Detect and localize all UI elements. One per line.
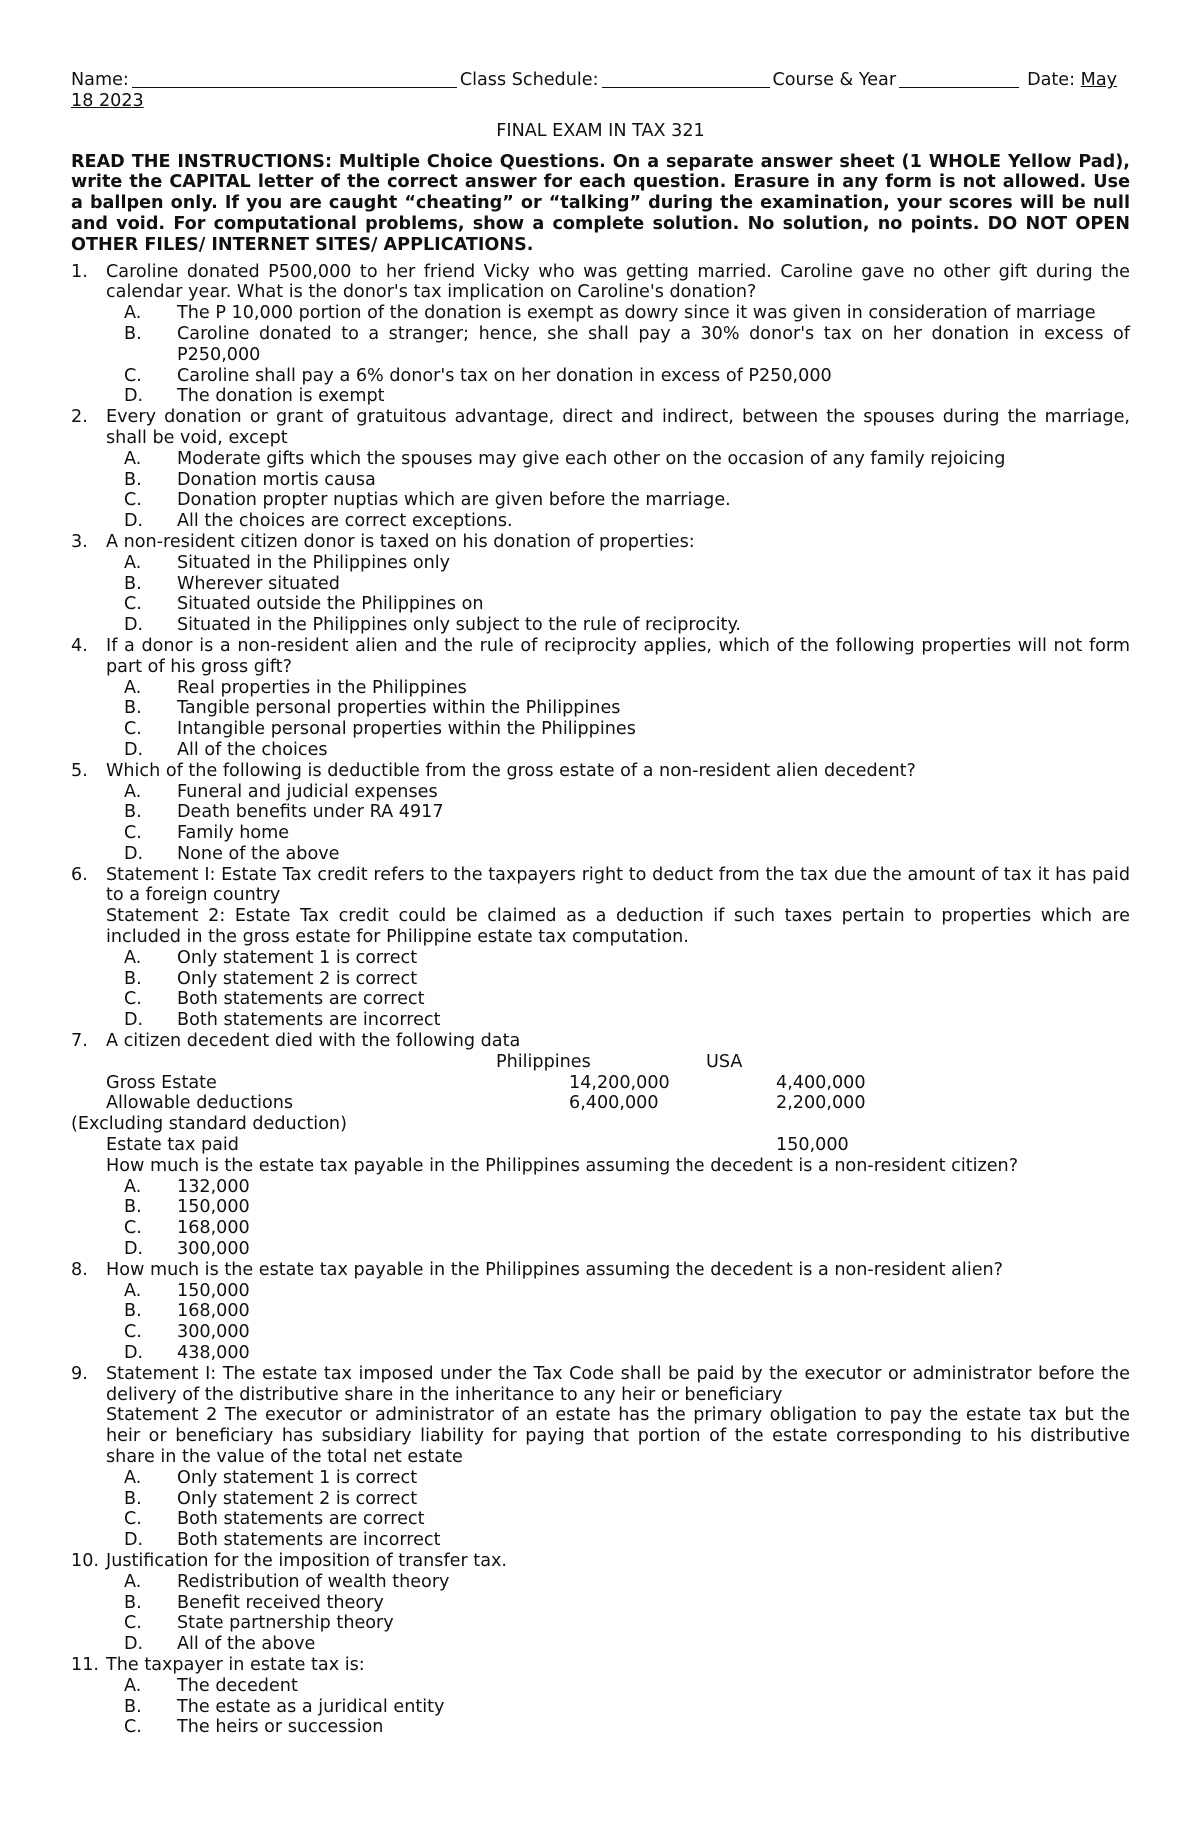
choice-letter: B. xyxy=(124,469,142,490)
choice-letter: D. xyxy=(124,386,144,407)
data-table-row xyxy=(106,1073,1130,1094)
choice-letter: A. xyxy=(124,677,142,698)
question-4 xyxy=(71,636,1130,761)
name-label: Name: xyxy=(71,70,129,91)
choice-letter: A. xyxy=(124,781,142,802)
choice-d xyxy=(106,740,1130,761)
choice-text: Funeral and judicial expenses xyxy=(177,781,438,802)
choice-letter: C. xyxy=(124,490,142,511)
choice-letter: C. xyxy=(124,1218,142,1239)
choice-c xyxy=(106,366,1130,387)
choice-text: Situated in the Philippines only xyxy=(177,552,451,573)
question-number: 8. xyxy=(71,1259,88,1280)
choice-b xyxy=(106,1489,1130,1510)
choice-letter: B. xyxy=(124,1301,142,1322)
choice-letter: B. xyxy=(124,1197,142,1218)
choice-b xyxy=(106,574,1130,595)
choice-b xyxy=(106,698,1130,719)
choice-text: None of the above xyxy=(177,843,340,864)
choice-text: Donation propter nuptias which are given before the marriage. xyxy=(177,490,731,511)
question-number: 11. xyxy=(71,1654,99,1675)
statement-2-text: Statement 2 The executor or administrator of an estate has the primary obligation to pay the estate tax but the heir or beneficiary has subsidiary liability for paying that portion of the estate corresponding to his distributive share in the value of the total net estate xyxy=(106,1405,1130,1467)
choice-text: 300,000 xyxy=(177,1322,250,1343)
choice-c xyxy=(106,1613,1130,1634)
choice-letter: D. xyxy=(124,1010,144,1031)
choice-letter: C. xyxy=(124,719,142,740)
choice-letter: C. xyxy=(124,1509,142,1530)
choice-letter: B. xyxy=(124,573,142,594)
question-1 xyxy=(71,262,1130,408)
question-number: 3. xyxy=(71,531,88,552)
choice-b xyxy=(106,1697,1130,1718)
question-prompt: How much is the estate tax payable in the Philippines assuming the decedent is a non-resident citizen? xyxy=(106,1155,1019,1176)
choice-letter: A. xyxy=(124,303,142,324)
choice-text: The decedent xyxy=(177,1675,298,1696)
column-header-usa: USA xyxy=(706,1051,743,1072)
question-number: 7. xyxy=(71,1031,88,1052)
choice-letter: B. xyxy=(124,1488,142,1509)
choice-text: Caroline donated to a stranger; hence, she shall pay a 30% donor's tax on her donation in excess of P250,000 xyxy=(177,323,1130,365)
choice-text: Tangible personal properties within the Philippines xyxy=(177,698,621,719)
choice-a xyxy=(106,948,1130,969)
choice-letter: C. xyxy=(124,594,142,615)
class-schedule-blank xyxy=(602,70,770,88)
choice-letter: B. xyxy=(124,1592,142,1613)
cell-gross-estate-ph: 14,200,000 xyxy=(569,1072,670,1093)
question-text: Caroline donated P500,000 to her friend Vicky who was getting married. Caroline gave no other gift during the calendar year. What is the donor's tax implication on Caroline's donation? xyxy=(106,261,1130,303)
choice-a xyxy=(106,1468,1130,1489)
cell-deductions-ph: 6,400,000 xyxy=(569,1093,659,1114)
choice-letter: A. xyxy=(124,947,142,968)
choice-letter: A. xyxy=(124,1280,142,1301)
choice-text: Redistribution of wealth theory xyxy=(177,1571,450,1592)
choice-letter: A. xyxy=(124,1571,142,1592)
choice-text: Only statement 1 is correct xyxy=(177,947,418,968)
choice-letter: A. xyxy=(124,1176,142,1197)
question-number: 2. xyxy=(71,407,88,428)
row-label-gross-estate: Gross Estate xyxy=(106,1072,217,1093)
choice-text: Donation mortis causa xyxy=(177,469,376,490)
choice-letter: D. xyxy=(124,1634,144,1655)
choice-letter: A. xyxy=(124,1675,142,1696)
question-8 xyxy=(71,1260,1130,1364)
choice-d xyxy=(106,1343,1130,1364)
choice-text: All the choices are correct exceptions. xyxy=(177,511,513,532)
question-text: Every donation or grant of gratuitous advantage, direct and indirect, between the spouses during the marriage, shall be void, except xyxy=(106,407,1130,448)
choice-c xyxy=(106,823,1130,844)
choice-text: Benefit received theory xyxy=(177,1592,384,1613)
choice-text: State partnership theory xyxy=(177,1613,394,1634)
choice-text: Intangible personal properties within the Philippines xyxy=(177,719,636,740)
choice-d xyxy=(106,1239,1130,1260)
choice-letter: A. xyxy=(124,448,142,469)
choice-letter: B. xyxy=(124,1696,142,1717)
question-number: 5. xyxy=(71,760,88,781)
date-value: May xyxy=(1080,70,1118,91)
statement-1-text: Statement I: Estate Tax credit refers to the taxpayers right to deduct from the tax due the amount of tax it has paid to a foreign country xyxy=(106,864,1130,906)
question-text: Justification for the imposition of transfer tax. xyxy=(106,1550,507,1571)
choice-text: All of the above xyxy=(177,1634,316,1655)
question-5 xyxy=(71,761,1130,865)
choice-text: The estate as a juridical entity xyxy=(177,1696,445,1717)
cell-estate-tax-paid-usa: 150,000 xyxy=(776,1135,849,1156)
exam-title: FINAL EXAM IN TAX 321 xyxy=(496,120,705,141)
choice-a xyxy=(106,782,1130,803)
question-3 xyxy=(71,532,1130,636)
date-value-continued: 18 2023 xyxy=(71,91,144,111)
choice-c xyxy=(106,490,1130,511)
choice-d xyxy=(106,511,1130,532)
question-10 xyxy=(71,1551,1130,1655)
choice-a xyxy=(106,1676,1130,1697)
course-year-label: Course & Year xyxy=(772,70,897,91)
question-number: 9. xyxy=(71,1363,88,1384)
choice-text: 150,000 xyxy=(177,1197,250,1218)
choice-c xyxy=(106,1322,1130,1343)
question-2 xyxy=(71,407,1130,532)
column-header-philippines: Philippines xyxy=(496,1051,591,1072)
choice-letter: B. xyxy=(124,698,142,719)
cell-deductions-usa: 2,200,000 xyxy=(776,1093,866,1114)
question-text: How much is the estate tax payable in the Philippines assuming the decedent is a non-resident alien? xyxy=(106,1259,1004,1280)
question-text: Which of the following is deductible from the gross estate of a non-resident alien decedent? xyxy=(106,760,916,781)
choice-a xyxy=(106,1177,1130,1198)
question-11 xyxy=(71,1655,1130,1738)
choice-letter: C. xyxy=(124,365,142,386)
question-number: 1. xyxy=(71,261,88,282)
choice-b xyxy=(106,324,1130,366)
choice-text: Both statements are correct xyxy=(177,1509,425,1530)
choice-c xyxy=(106,1218,1130,1239)
choice-letter: B. xyxy=(124,968,142,989)
choice-a xyxy=(106,1572,1130,1593)
choice-text: The donation is exempt xyxy=(177,386,385,407)
row-label-allowable-deductions: Allowable deductions xyxy=(106,1093,294,1114)
choice-letter: D. xyxy=(124,511,144,532)
choice-a xyxy=(106,553,1130,574)
choice-text: Both statements are incorrect xyxy=(177,1530,441,1551)
choice-c xyxy=(106,719,1130,740)
course-year-blank xyxy=(899,70,1019,88)
choice-text: 150,000 xyxy=(177,1280,250,1301)
choice-letter: D. xyxy=(124,1239,144,1260)
choice-letter: D. xyxy=(124,1530,144,1551)
choice-a xyxy=(106,1281,1130,1302)
choice-b xyxy=(106,1197,1130,1218)
choice-text: Death benefits under RA 4917 xyxy=(177,802,444,823)
choice-c xyxy=(106,1509,1130,1530)
row-label-estate-tax-paid: Estate tax paid xyxy=(106,1135,239,1156)
choice-text: Only statement 2 is correct xyxy=(177,968,418,989)
instructions: READ THE INSTRUCTIONS: Multiple Choice Questions. On a separate answer sheet (1 WHOLE Yellow Pad), write the CAPITAL letter of the correct answer for each question. Erasure in any form is not allowed. Use a ballpen only. If you are caught “cheating” or “talking” during the examination, your scores will be null and void. For computational problems, show a complete solution. No solution, no points. DO NOT OPEN OTHER FILES/ INTERNET SITES/ APPLICATIONS. xyxy=(71,151,1130,255)
choice-d xyxy=(106,1634,1130,1655)
class-schedule-label: Class Schedule: xyxy=(459,70,599,91)
choice-c xyxy=(106,989,1130,1010)
choice-a xyxy=(106,449,1130,470)
date-label: Date: xyxy=(1027,70,1076,91)
question-number: 10. xyxy=(71,1550,99,1571)
choice-letter: D. xyxy=(124,843,144,864)
statement-1-text: Statement I: The estate tax imposed under the Tax Code shall be paid by the executor or administrator before the delivery of the distributive share in the inheritance to any heir or beneficiary xyxy=(106,1363,1130,1405)
choice-letter: C. xyxy=(124,1322,142,1343)
question-7 xyxy=(71,1031,1130,1260)
question-9 xyxy=(71,1364,1130,1551)
choice-text: Moderate gifts which the spouses may give each other on the occasion of any family rejoicing xyxy=(177,448,1006,469)
choice-text: Both statements are incorrect xyxy=(177,1010,441,1031)
data-table-header-row xyxy=(106,1052,1130,1073)
choice-b xyxy=(106,1301,1130,1322)
choice-d xyxy=(106,386,1130,407)
choice-letter: C. xyxy=(124,823,142,844)
choice-letter: A. xyxy=(124,1467,142,1488)
data-table-row xyxy=(106,1135,1130,1156)
question-text: A citizen decedent died with the following data xyxy=(106,1031,521,1052)
choice-d xyxy=(106,1010,1130,1031)
choice-c xyxy=(106,1717,1130,1738)
question-text: A non-resident citizen donor is taxed on his donation of properties: xyxy=(106,531,695,552)
choice-letter: B. xyxy=(124,323,142,344)
choice-text: The P 10,000 portion of the donation is exempt as dowry since it was given in consideration of marriage xyxy=(177,303,1096,324)
choice-c xyxy=(106,594,1130,615)
choice-text: Situated outside the Philippines on xyxy=(177,594,484,615)
choice-b xyxy=(106,470,1130,491)
choice-text: Situated in the Philippines only subject to the rule of reciprocity. xyxy=(177,615,741,636)
question-text: The taxpayer in estate tax is: xyxy=(106,1654,365,1675)
choice-text: All of the choices xyxy=(177,739,328,760)
cell-gross-estate-usa: 4,400,000 xyxy=(776,1072,866,1093)
choice-b xyxy=(106,1593,1130,1614)
choice-letter: C. xyxy=(124,989,142,1010)
choice-letter: C. xyxy=(124,1613,142,1634)
choice-b xyxy=(106,969,1130,990)
choice-a xyxy=(106,303,1130,324)
choice-letter: D. xyxy=(124,1343,144,1364)
deduction-note: (Excluding standard deduction) xyxy=(71,1114,347,1135)
choice-text: 168,000 xyxy=(177,1301,250,1322)
choice-text: Wherever situated xyxy=(177,573,340,594)
choice-text: Caroline shall pay a 6% donor's tax on her donation in excess of P250,000 xyxy=(177,365,832,386)
choice-text: 300,000 xyxy=(177,1239,250,1260)
statement-2-text: Statement 2: Estate Tax credit could be claimed as a deduction if such taxes pertain to properties which are included in the gross estate for Philippine estate tax computation. xyxy=(106,906,1130,948)
choice-text: Real properties in the Philippines xyxy=(177,677,467,698)
choice-letter: D. xyxy=(124,739,144,760)
data-table-row xyxy=(106,1093,1130,1114)
choice-text: Family home xyxy=(177,823,290,844)
choice-d xyxy=(106,844,1130,865)
choice-text: Both statements are correct xyxy=(177,989,425,1010)
choice-text: Only statement 1 is correct xyxy=(177,1467,418,1488)
name-blank xyxy=(132,70,457,88)
choice-a xyxy=(106,678,1130,699)
choice-b xyxy=(106,802,1130,823)
choice-d xyxy=(106,615,1130,636)
choice-letter: B. xyxy=(124,802,142,823)
choice-letter: A. xyxy=(124,552,142,573)
choice-d xyxy=(106,1530,1130,1551)
choice-text: The heirs or succession xyxy=(177,1717,384,1738)
choice-text: Only statement 2 is correct xyxy=(177,1488,418,1509)
question-list xyxy=(71,262,1130,1739)
question-6 xyxy=(71,865,1130,1031)
choice-text: 438,000 xyxy=(177,1343,250,1364)
choice-text: 168,000 xyxy=(177,1218,250,1239)
question-number: 6. xyxy=(71,864,88,885)
exam-header xyxy=(71,70,1130,91)
question-number: 4. xyxy=(71,635,88,656)
choice-text: 132,000 xyxy=(177,1176,250,1197)
choice-letter: C. xyxy=(124,1717,142,1738)
question-text: If a donor is a non-resident alien and the rule of reciprocity applies, which of the following properties will not form part of his gross gift? xyxy=(106,635,1130,677)
choice-letter: D. xyxy=(124,615,144,636)
